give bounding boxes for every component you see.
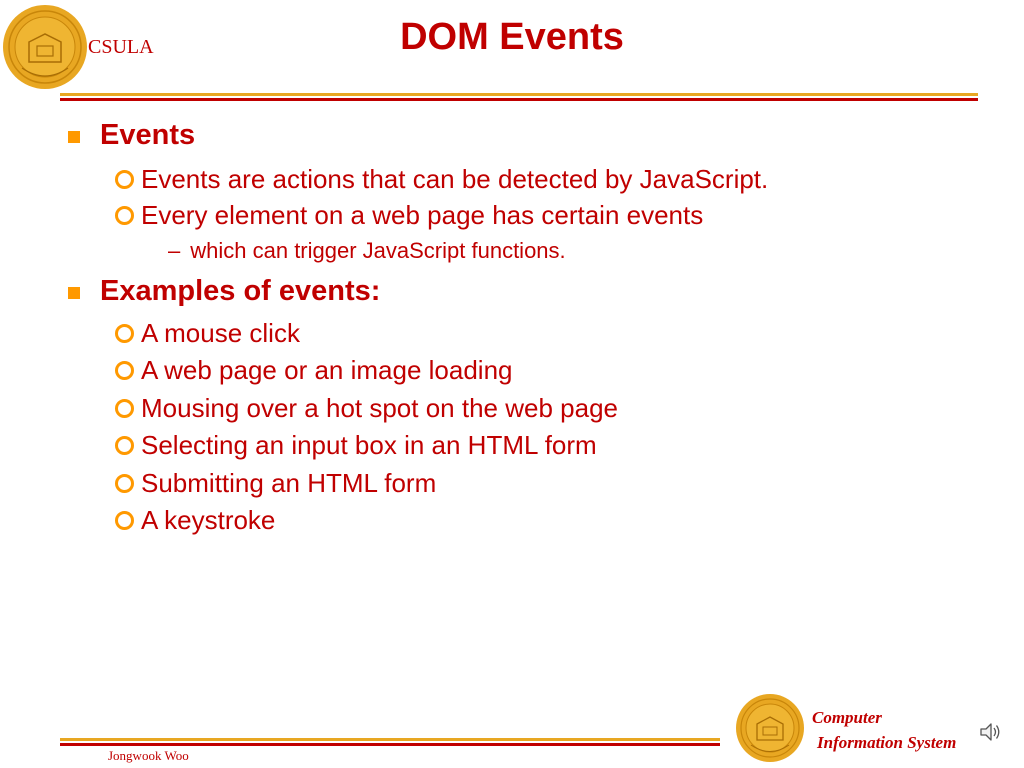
sub-sub-bullet [168, 238, 566, 264]
sub-bullet-text: Submitting an HTML form [141, 468, 437, 498]
sub-bullet-text: A web page or an image loading [141, 355, 513, 385]
slide-title: DOM Events [400, 16, 624, 58]
sub-bullet-text: A keystroke [141, 505, 276, 535]
sub-bullet [115, 355, 513, 386]
sub-bullet [115, 430, 597, 461]
circle-bullet-icon [115, 206, 134, 225]
circle-bullet-icon [115, 474, 134, 493]
circle-bullet-icon [115, 511, 134, 530]
sub-bullet [115, 505, 275, 536]
sub-bullet [115, 164, 768, 195]
sub-bullet [115, 468, 436, 499]
dash-bullet: – [168, 238, 181, 263]
square-bullet-icon [68, 287, 80, 299]
header-rule-top [60, 93, 978, 96]
bullet-text: Events [100, 119, 196, 151]
footer-rule-bottom [60, 743, 720, 746]
sub-bullet-text: Selecting an input box in an HTML form [141, 430, 597, 460]
circle-bullet-icon [115, 399, 134, 418]
sub-sub-bullet-text: which can trigger JavaScript functions. [190, 238, 566, 263]
sub-bullet-text: Events are actions that can be detected by JavaScript. [141, 164, 769, 194]
university-seal-icon [735, 693, 805, 763]
sub-bullet-text: Mousing over a hot spot on the web page [141, 393, 618, 423]
circle-bullet-icon [115, 436, 134, 455]
circle-bullet-icon [115, 361, 134, 380]
footer-rule-top [60, 738, 720, 741]
sub-bullet [115, 393, 618, 424]
brand-label: CSULA [88, 36, 154, 58]
bullet-text: Examples of events: [100, 275, 381, 307]
sub-bullet-text: Every element on a web page has certain events [141, 200, 704, 230]
sub-bullet [115, 200, 703, 231]
square-bullet-icon [68, 131, 80, 143]
bullet-examples [68, 275, 380, 308]
bullet-events [68, 119, 195, 152]
footer-department-line1: Computer [812, 708, 882, 727]
footer-department-line2: Information System [817, 733, 957, 752]
footer-author: Jongwook Woo [108, 748, 189, 763]
sub-bullet-text: A mouse click [141, 318, 300, 348]
circle-bullet-icon [115, 170, 134, 189]
speaker-sound-icon[interactable] [978, 720, 1002, 744]
header-rule-bottom [60, 98, 978, 101]
circle-bullet-icon [115, 324, 134, 343]
sub-bullet [115, 318, 300, 349]
